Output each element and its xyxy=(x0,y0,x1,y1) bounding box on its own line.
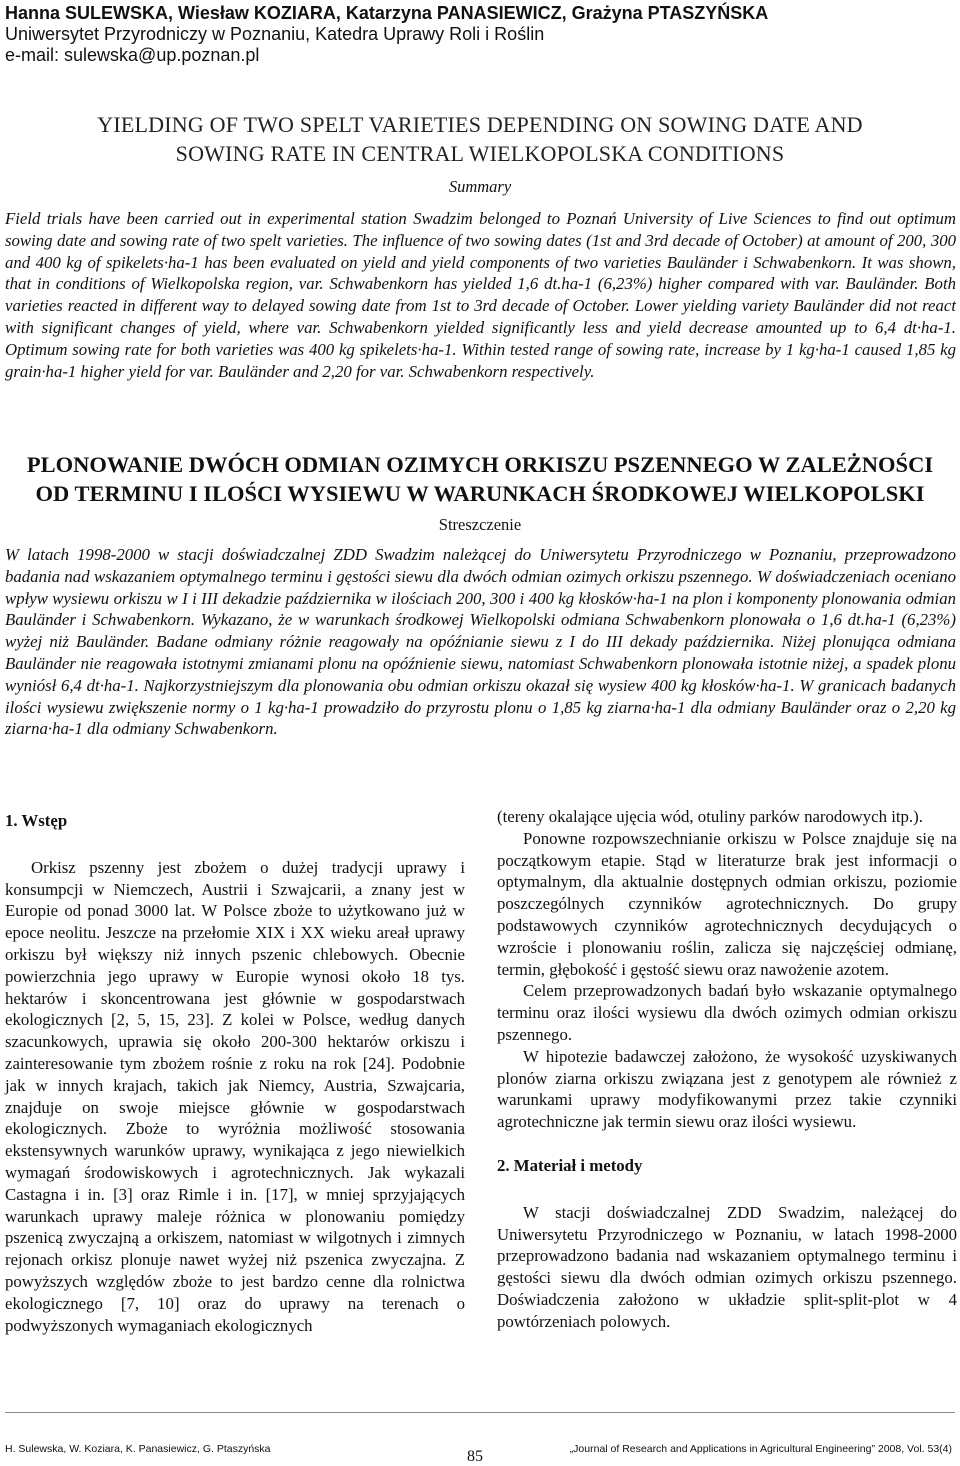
section-1-heading: 1. Wstęp xyxy=(5,811,68,830)
email-line xyxy=(5,45,768,66)
authors-line: Hanna SULEWSKA, Wiesław KOZIARA, Katarzyna PANASIEWICZ, Grażyna PTASZYŃSKA xyxy=(5,3,769,23)
intro-paragraph-2: Ponowne rozpowszechnianie orkiszu w Polsce znajduje się na początkowym etapie. Stąd w literaturze brak jest informacji o optymalnym, dla aktualnie dostępnych odmian orkiszu, poziomie poszczególnych czynników agrotechnicznych. Do grupy podstawowych czynników agrotechnicznych decydujących o wzroście i plonowaniu roślin, zalicza się najczęściej odmianę, termin, głębokość i gęstość siewu oraz nawożenie azotem. xyxy=(497,828,957,979)
english-title xyxy=(0,110,960,168)
intro-paragraph-1: Orkisz pszenny jest zbożem o dużej tradycji uprawy i konsumpcji w Niemczech, Austrii i Szwajcarii, a znany jest w Europie od ponad 3000 lat. W Polsce zboże to użytkowano już w epoce neolitu. Jeszcze na przełomie XIX i XX wieku areał uprawy orkiszu był większy niż innych pszenic chlebowych. Obecnie powierzchnia jego uprawy w Europie wynosi około 18 tys. hektarów i skoncentrowana jest głównie w gospodarstwach ekologicznych [2, 5, 15, 23]. Z kolei w Polsce, według danych szacunkowych, uprawia się około 200-300 hektarów orkiszu i zainteresowanie tym zbożem rośnie z roku na rok [24]. Podobnie jak w innych krajach, takich jak Niemcy, Austria, Szwajcaria, znajduje on swoje miejsce głównie w gospodarstwach ekologicznych. Zboże to wyróżnia możliwość stosowania ekstensywnych warunków uprawy, wynikająca z jego niewielkich wymagań środowiskowych i agrotechnicznych. Jak wykazali Castagna i in. [3] oraz Rimle i in. [17], w mniej sprzyjających warunkach uprawy maleje różnica w plonowaniu pomiędzy pszenicą zwyczajną a orkiszem, natomiast w wilgotnych i zimnych rejonach orkisz plonuje nawet wyżej niż pszenica zwyczajna. Z powyższych względów zboże to jest bardzo cenne dla rolnictwa ekologicznego [7, 10] oraz do uprawy na terenach o podwyższonych wymaganiach ekologicznych xyxy=(5,857,465,1335)
streszczenie-heading: Streszczenie xyxy=(438,515,522,534)
summary-heading: Summary xyxy=(448,177,512,196)
footer-authors: H. Sulewska, W. Koziara, K. Panasiewicz, G. Ptaszyńska xyxy=(5,1443,271,1455)
email-link[interactable]: sulewska@up.poznan.pl xyxy=(64,45,260,65)
intro-paragraph-4: W hipotezie badawczej założono, że wysokość uzyskiwanych plonów ziarna orkiszu związana jest z genotypem ale również z warunkami uprawy modyfikowanymi przez takie czynniki agrotechniczne jak termin siewu oraz ilości wysiewu. xyxy=(497,1046,957,1132)
polish-abstract: W latach 1998-2000 w stacji doświadczalnej ZDD Swadzim należącej do Uniwersytetu Przyrodniczego w Poznaniu, przeprowadzono badania nad wskazaniem optymalnego terminu i gęstości siewu dla dwóch odmian ozimych orkiszu pszennego. W doświadczeniach oceniano wpływ wysiewu orkiszu w I i III dekadzie października w ilościach 200, 300 i 400 kg kłosków·ha-1 na plon i komponenty plonowania odmian Bauländer i Schwabenkorn. Wykazano, że w warunkach środkowej Wielkopolski odmiana Schwabenkorn plonowała o 1,6 dt.ha-1 (6,23%) wyżej niż Bauländer. Badane odmiany różnie reagowały na opóźnianie siewu z I do III dekady października. Niżej plonująca odmiana Bauländer nie reagowała istotnymi zmianami plonu na opóźnienie siewu, natomiast Schwabenkorn plonowała istotnie niżej, a spadek plonu wyniósł 6,4 dt·ha-1. Najkorzystniejszym dla plonowania obu odmian orkiszu okazał się wysiew 400 kg kłosków·ha-1. W granicach badanych ilości wysiewu zwiększenie normy o 1 kg·ha-1 prowadziło do przyrostu plonu o 1,85 kg ziarna·ha-1 dla odmiany Bauländer oraz o 2,20 kg ziarna·ha-1 dla odmiany Schwabenkorn. xyxy=(5,545,956,739)
polish-title xyxy=(0,450,960,508)
english-abstract: Field trials have been carried out in experimental station Swadzim belonged to Poznań University of Live Sciences to find out optimum sowing date and sowing rate of two spelt varieties. The influence of two sowing dates (1st and 3rd decade of October) at amount of 200, 300 and 400 kg of spikelets·ha-1 has been evaluated on yield and yield components of two varieties Bauländer i Schwabenkorn. It was shown, that in conditions of Wielkopolska region, var. Schwabenkorn has yielded 1,6 dt.ha-1 (6,23%) higher compared with var. Bauländer. Both varieties reacted in different way to delayed sowing date from 1st to 3rd decade of October. Lower yielding variety Bauländer did not react with significant changes of yield, where var. Schwabenkorn yielded significantly less and yield decrease amounted up to 6,4 dt·ha-1. Optimum sowing rate for both varieties was 400 kg spikelets·ha-1. Within tested range of sowing rate, increase by 1 kg·ha-1 caused 1,85 kg grain·ha-1 higher yield for var. Bauländer and 2,20 for var. Schwabenkorn respectively. xyxy=(5,209,956,381)
english-title-line-1: YIELDING OF TWO SPELT VARIETIES DEPENDING ON SOWING DATE AND xyxy=(97,112,863,137)
email-prefix: e-mail: xyxy=(5,45,65,65)
left-column xyxy=(5,810,465,1336)
spacer xyxy=(497,1133,957,1155)
intro-paragraph-3: Celem przeprowadzonych badań było wskazanie optymalnego terminu oraz ilości wysiewu dla dwóch ozimych odmian orkiszu pszennego. xyxy=(497,981,957,1044)
footer-journal: „Journal of Research and Applications in Agricultural Engineering” 2008, Vol. 53(4) xyxy=(569,1443,952,1455)
affiliation-line: Uniwersytet Przyrodniczy w Poznaniu, Katedra Uprawy Roli i Roślin xyxy=(5,24,545,44)
section-2-heading: 2. Materiał i metody xyxy=(497,1155,643,1175)
article-header xyxy=(5,3,768,66)
right-column xyxy=(497,806,957,1333)
methods-paragraph-1: W stacji doświadczalnej ZDD Swadzim, należącej do Uniwersytetu Przyrodniczego w Poznaniu, w latach 1998-2000 przeprowadzono badania nad wskazaniem optymalnego terminu i gęstości siewu dla dwóch odmian ozimych orkiszu pszennego. Doświadczenia założono w układzie split-split-plot w 4 powtórzeniach polowych. xyxy=(497,1202,957,1331)
intro-paragraph-1-continued: (tereny okalające ujęcia wód, otuliny parków narodowych itp.). xyxy=(497,807,923,826)
footer-divider xyxy=(5,1412,955,1413)
spacer xyxy=(497,1186,957,1202)
spacer xyxy=(5,841,465,857)
polish-title-line-1: PLONOWANIE DWÓCH ODMIAN OZIMYCH ORKISZU PSZENNEGO W ZALEŻNOŚCI xyxy=(26,452,934,477)
page-number: 85 xyxy=(467,1448,483,1465)
english-title-line-2: SOWING RATE IN CENTRAL WIELKOPOLSKA CONDITIONS xyxy=(175,141,785,166)
polish-title-line-2: OD TERMINU I ILOŚCI WYSIEWU W WARUNKACH ŚRODKOWEJ WIELKOPOLSKI xyxy=(35,481,925,506)
